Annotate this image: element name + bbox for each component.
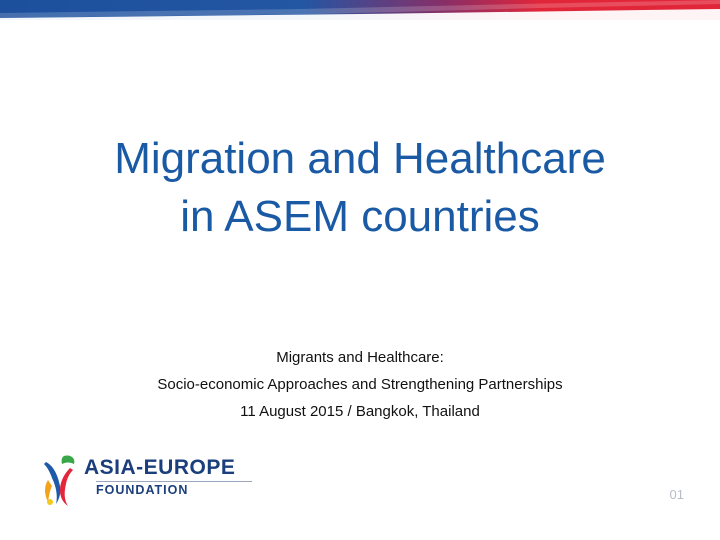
- logo-name-line-1: ASIA-EUROPE: [84, 456, 236, 479]
- slide-subtitle: [0, 344, 720, 425]
- top-color-band: [0, 0, 720, 20]
- title-line-1: Migration and Healthcare: [114, 134, 606, 183]
- band-graphic: [0, 0, 720, 20]
- subtitle-line-3: 11 August 2015 / Bangkok, Thailand: [240, 403, 480, 420]
- asef-logo-mark-icon: [40, 452, 80, 508]
- slide-title: [0, 130, 720, 246]
- page-number: 01: [669, 487, 684, 502]
- subtitle-line-2: Socio-economic Approaches and Strengthening Partnerships: [157, 376, 563, 393]
- logo-divider: [96, 481, 252, 482]
- logo-name-line-2: FOUNDATION: [96, 483, 189, 497]
- asef-logo: [40, 452, 240, 508]
- subtitle-line-1: Migrants and Healthcare:: [276, 349, 444, 366]
- title-line-2: in ASEM countries: [180, 192, 540, 241]
